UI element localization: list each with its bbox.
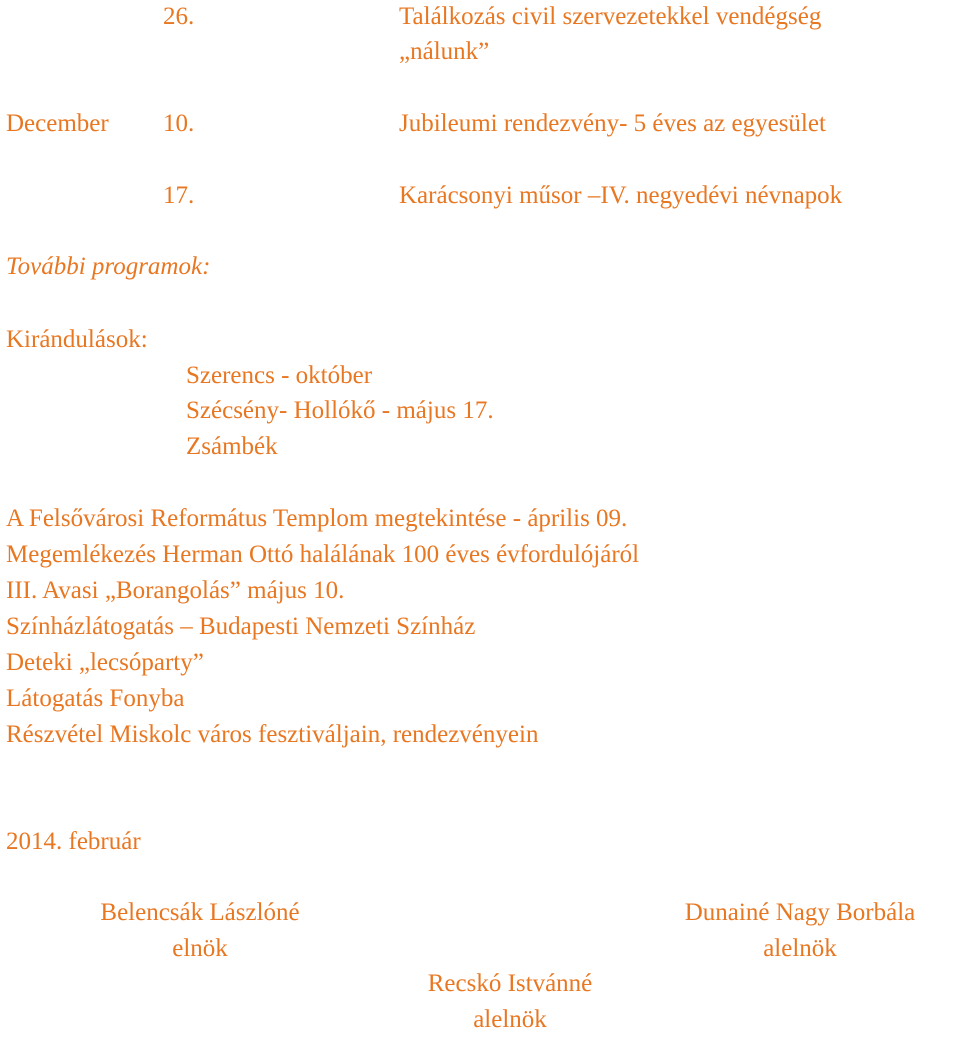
program-item: III. Avasi „Borangolás” május 10. [6,577,345,604]
program-item: Látogatás Fonyba [6,685,185,712]
excursion-item: Zsámbék [186,433,278,460]
program-item: Megemlékezés Herman Ottó halálának 100 éves évfordulójáról [6,541,640,568]
schedule-event: Karácsonyi műsor –IV. negyedévi névnapok [399,182,843,209]
schedule-day: 26. [163,3,195,30]
schedule-month: December [6,110,109,137]
further-programs-heading: További programok: [6,253,211,280]
schedule-event: Találkozás civil szervezetekkel vendégség [399,3,822,30]
excursion-item: Szécsény- Hollókő - május 17. [186,397,494,424]
excursions-label: Kirándulások: [6,326,148,353]
schedule-event-continuation: „nálunk” [399,38,490,65]
document-date: 2014. február [6,828,141,855]
schedule-event: Jubileumi rendezvény- 5 éves az egyesület [399,110,826,137]
schedule-day: 17. [163,182,195,209]
program-item: A Felsővárosi Református Templom megtekintése - április 09. [6,505,628,532]
program-item: Deteki „lecsóparty” [6,649,204,676]
program-item: Részvétel Miskolc város fesztiváljain, rendezvényein [6,721,539,748]
signature-name: Recskó Istvánné [427,970,593,997]
signature-name: Dunainé Nagy Borbála [684,899,916,926]
schedule-day: 10. [163,110,195,137]
excursion-item: Szerencs - október [186,362,373,389]
signature-role: alelnök [763,935,837,962]
program-item: Színházlátogatás – Budapesti Nemzeti Színház [6,613,476,640]
signature-role: alelnök [473,1006,547,1033]
signature-role: elnök [172,935,228,962]
signature-name: Belencsák Lászlóné [100,899,300,926]
